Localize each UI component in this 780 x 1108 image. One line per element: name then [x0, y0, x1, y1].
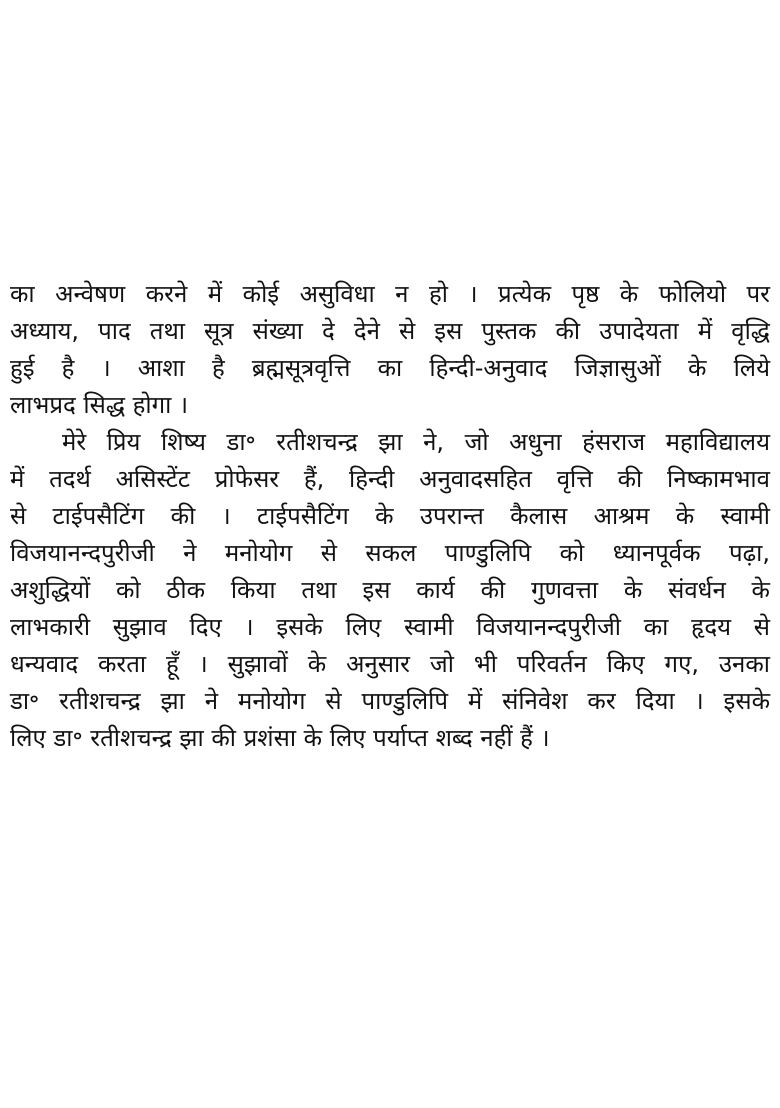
text-line: अध्याय, पाद तथा सूत्र संख्या दे देने से इस पुस्तक की उपादेयता में वृद्धि: [10, 317, 770, 345]
text-line: हुई है । आशा है ब्रह्मसूत्रवृत्ति का हिन्दी-अनुवाद जिज्ञासुओं के लिये: [10, 354, 770, 382]
body-text: [10, 276, 770, 757]
text-line: डा॰ रतीशचन्द्र झा ने मनोयोग से पाण्डुलिपि में संनिवेश कर दिया । इसके: [10, 687, 770, 715]
text-line: लाभकारी सुझाव दिए । इसके लिए स्वामी विजयानन्दपुरीजी का हृदय से: [10, 613, 770, 641]
text-line: का अन्वेषण करने में कोई असुविधा न हो । प्रत्येक पृष्ठ के फोलियो पर: [10, 280, 770, 308]
text-line: धन्यवाद करता हूँ । सुझावों के अनुसार जो भी परिवर्तन किए गए, उनका: [10, 650, 770, 678]
text-line: विजयानन्दपुरीजी ने मनोयोग से सकल पाण्डुलिपि को ध्यानपूर्वक पढ़ा,: [10, 539, 770, 567]
text-line: अशुद्धियों को ठीक किया तथा इस कार्य की गुणवत्ता के संवर्धन के: [10, 576, 770, 604]
paragraph-1: [10, 276, 770, 424]
text-line: में तदर्थ असिस्टेंट प्रोफेसर हैं, हिन्दी अनुवादसहित वृत्ति की निष्कामभाव: [10, 465, 770, 493]
text-line: से टाईपसैटिंग की । टाईपसैटिंग के उपरान्त कैलास आश्रम के स्वामी: [10, 502, 770, 530]
text-line: लिए डा॰ रतीशचन्द्र झा की प्रशंसा के लिए पर्याप्त शब्द नहीं हैं ।: [10, 724, 550, 752]
text-line: लाभप्रद सिद्ध होगा ।: [10, 391, 189, 419]
text-line: मेरे प्रिय शिष्य डा॰ रतीशचन्द्र झा ने, जो अधुना हंसराज महाविद्यालय: [62, 428, 770, 456]
paragraph-2: [10, 424, 770, 757]
